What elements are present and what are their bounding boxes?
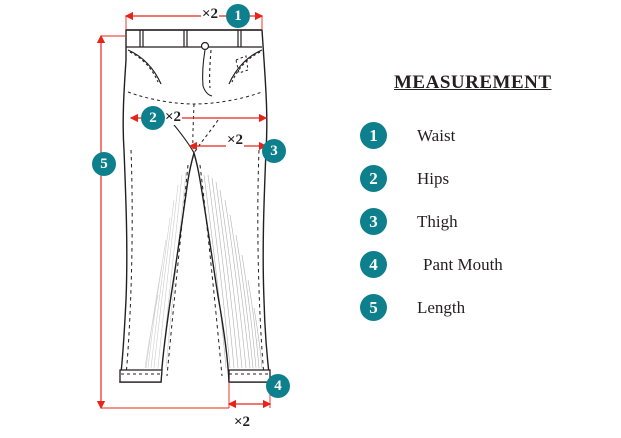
- legend-item-thigh: [360, 200, 610, 243]
- multiplier-waist: ×2: [202, 6, 219, 22]
- multiplier-hips: ×2: [165, 109, 182, 125]
- legend-badge-3: 3: [360, 208, 387, 235]
- multiplier-thigh: ×2: [227, 132, 244, 148]
- legend-rows: [360, 114, 610, 329]
- legend-label-pant-mouth: Pant Mouth: [423, 254, 503, 274]
- legend-badge-1: 1: [360, 122, 387, 149]
- legend-item-hips: [360, 157, 610, 200]
- legend-title: MEASUREMENT: [394, 72, 552, 93]
- legend-badge-4: 4: [360, 251, 387, 278]
- legend-badge-5: 5: [360, 294, 387, 321]
- cuffs: [120, 370, 270, 382]
- jeans-outline: [120, 30, 270, 382]
- legend-label-hips: Hips: [417, 168, 450, 188]
- marker-length: 5: [92, 152, 116, 176]
- legend-badge-2: 2: [360, 165, 387, 192]
- measurement-legend: [360, 72, 610, 329]
- multiplier-pant-mouth: ×2: [234, 414, 251, 430]
- legend-item-pant-mouth: [360, 243, 610, 286]
- marker-pant-mouth: 4: [266, 374, 290, 398]
- legend-label-length: Length: [417, 297, 466, 317]
- marker-hips: 2: [141, 106, 165, 130]
- legend-item-waist: [360, 114, 610, 157]
- legend-label-thigh: Thigh: [417, 211, 458, 231]
- legend-item-length: [360, 286, 610, 329]
- marker-thigh: 3: [262, 139, 286, 163]
- legend-label-waist: Waist: [417, 125, 456, 145]
- marker-waist: 1: [226, 4, 250, 28]
